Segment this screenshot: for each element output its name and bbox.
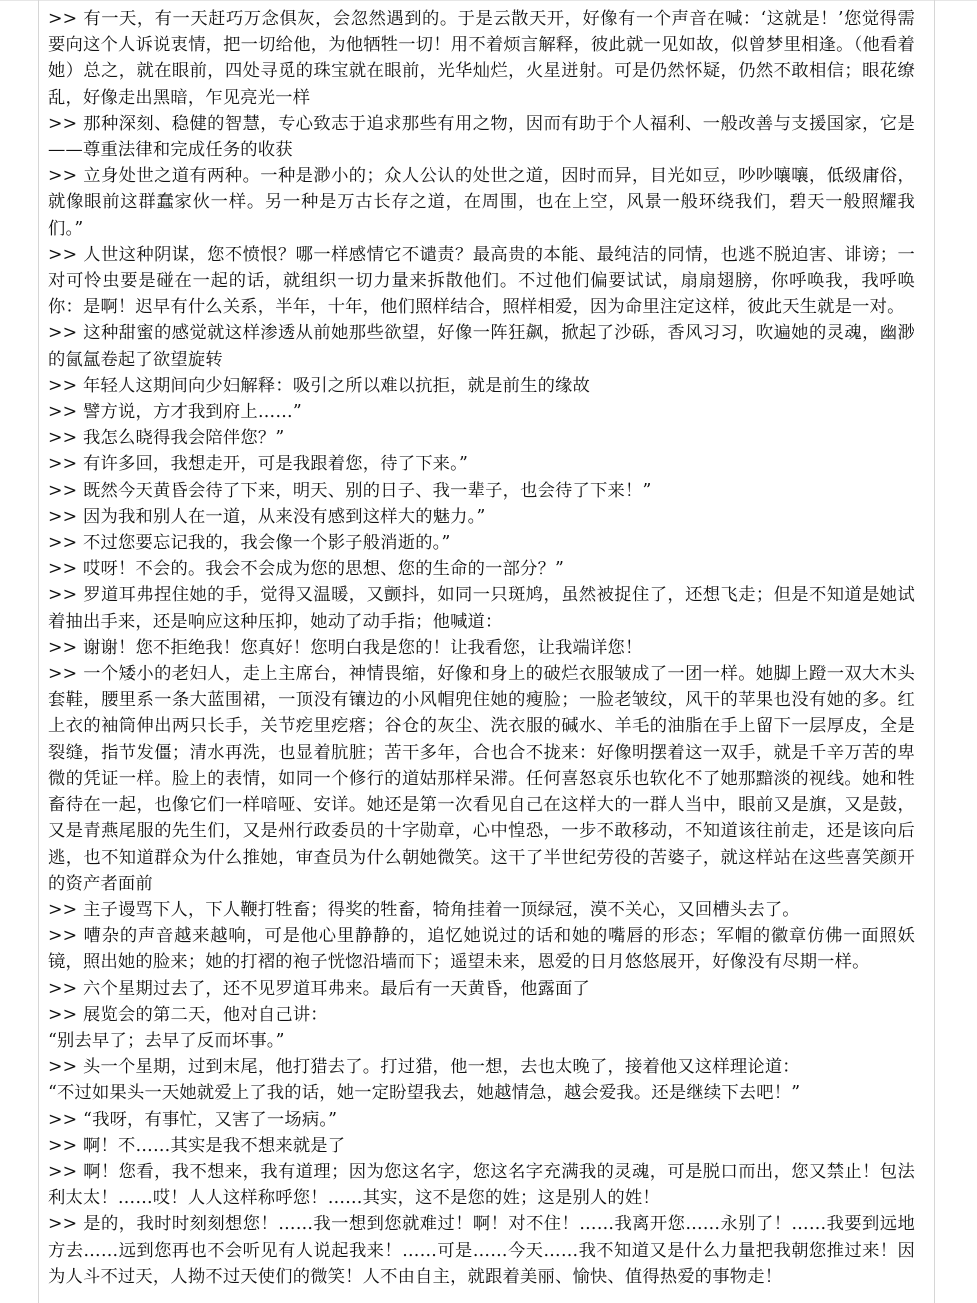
paragraph-7: >> 譬方说，方才我到府上……”	[48, 402, 302, 423]
page-top-edge	[0, 0, 977, 1]
paragraph-13: >> 哎呀！不会的。我会不会成为您的思想、您的生命的一部分？”	[48, 559, 565, 580]
paragraph-2: >> 那种深刻、稳健的智慧，专心致志于追求那些有用之物，因而有助于个人福利、一般改善与支援国家，它是——尊重法律和完成任务的收获	[48, 113, 915, 161]
paragraph-20: >> 展览会的第二天，他对自己讲：	[48, 1004, 328, 1025]
paragraph-6: >> 年轻人这期间向少妇解释：吸引之所以难以抗拒，就是前生的缘故	[48, 375, 591, 396]
paragraph-19: >> 六个星期过去了，还不见罗道耳弗来。最后有一天黄昏，他露面了	[48, 978, 591, 999]
paragraph-23: “不过如果头一天她就爱上了我的话，她一定盼望我去，她越情急，越会爱我。还是继续下去吧！”	[48, 1083, 801, 1104]
paragraph-15: >> 谢谢！您不拒绝我！您真好！您明白我是您的！让我看您，让我端详您！	[48, 637, 643, 658]
paragraph-17: >> 主子谩骂下人，下人鞭打牲畜；得奖的牲畜，犄角挂着一顶绿冠，漠不关心，又回槽头去了。	[48, 899, 800, 920]
paragraph-8: >> 我怎么晓得我会陪伴您？”	[48, 428, 285, 449]
paragraph-25: >> 啊！不……其实是我不想来就是了	[48, 1135, 346, 1156]
page-left-margin-line	[38, 0, 39, 1303]
paragraph-21: “别去早了；去早了反而坏事。”	[48, 1030, 285, 1051]
paragraph-10: >> 既然今天黄昏会待了下来，明天、别的日子、我一辈子，也会待了下来！”	[48, 480, 652, 501]
paragraph-24: >> “我呀，有事忙，又害了一场病。”	[48, 1109, 338, 1130]
paragraph-16: >> 一个矮小的老妇人，走上主席台，神情畏缩，好像和身上的破烂衣服皱成了一团一样。她脚上蹬一双大木头套鞋，腰里系一条大蓝围裙，一顶没有镶边的小风帽兜住她的瘦脸；一脸老皱纹，风干的苹果也没有她的多。红上衣的袖筒伸出两只长手，关节疙里疙瘩；谷仓的灰尘、洗衣服的碱水、羊毛的油脂在手上留下一层厚皮，全是裂缝，指节发僵；清水再洗，也显着肮脏；苦干多年，合也合不拢来：好像明摆着这一双手，就是千辛万苦的卑微的凭证一样。脸上的表情，如同一个修行的道姑那样呆滞。任何喜怒哀乐也软化不了她那黯淡的视线。她和牲畜待在一起，也像它们一样喑哑、安详。她还是第一次看见自己在这样大的一群人当中，眼前又是旗，又是鼓，又是青燕尾服的先生们，又是州行政委员的十字勋章，心中惶恐，一步不敢移动，不知道该往前走，还是该向后逃，也不知道群众为什么推她，审查员为什么朝她微笑。这干了半世纪劳役的苦婆子，就这样站在这些喜笑颜开的资产者面前	[48, 664, 915, 894]
paragraph-27: >> 是的，我时时刻刻想您！……我一想到您就难过！啊！对不住！……我离开您……永别了！……我要到远地方去……远到您再也不会听见有人说起我来！……可是……今天……我不知道又是什么力量把我朝您推过来！因为人斗不过天，人拗不过天使们的微笑！人不由自主，就跟着美丽、愉快、值得热爱的事物走！	[48, 1214, 915, 1287]
paragraph-9: >> 有许多回，我想走开，可是我跟着您，待了下来。”	[48, 454, 469, 475]
paragraph-18: >> 嘈杂的声音越来越响，可是他心里静静的，追忆她说过的话和她的嘴唇的形态；军帽的徽章仿佛一面照妖镜，照出她的脸来；她的打褶的袍子恍惚沿墙而下；遥望未来，恩爱的日月悠悠展开，好像没有尽期一样。	[48, 926, 915, 973]
paragraph-22: >> 头一个星期，过到末尾，他打猎去了。打过猎，他一想，去也太晚了，接着他又这样理论道：	[48, 1057, 800, 1078]
document-body	[48, 6, 915, 1290]
paragraph-12: >> 不过您要忘记我的，我会像一个影子般消逝的。”	[48, 533, 451, 554]
paragraph-5: >> 这种甜蜜的感觉就这样渗透从前她那些欲望，好像一阵狂飙，掀起了沙砾，香风习习，吹遍她的灵魂，幽渺的氤氲卷起了欲望旋转	[48, 323, 915, 370]
paragraph-26: >> 啊！您看，我不想来，我有道理；因为您这名字，您这名字充满我的灵魂，可是脱口而出，您又禁止！包法利太太！……哎！人人这样称呼您！……其实，这不是您的姓；这是别人的姓！	[48, 1161, 915, 1209]
paragraph-11: >> 因为我和别人在一道，从来没有感到这样大的魅力。”	[48, 506, 486, 527]
paragraph-14: >> 罗道耳弗捏住她的手，觉得又温暖，又颤抖，如同一只斑鸠，虽然被捉住了，还想飞走；但是不知道是她试着抽出手来，还是响应这种压抑，她动了动手指；他喊道：	[48, 585, 915, 632]
paragraph-1: >> 有一天，有一天赶巧万念俱灰，会忽然遇到的。于是云散天开，好像有一个声音在喊：‘这就是！’您觉得需要向这个人诉说衷情，把一切给他，为他牺牲一切！用不着烦言解释，彼此就一见如故，似曾梦里相逢。（他看着她）总之，就在眼前，四处寻觅的珠宝就在眼前，光华灿烂，火星迸射。可是仍然怀疑，仍然不敢相信；眼花缭乱，好像走出黑暗，乍见亮光一样	[48, 9, 915, 108]
paragraph-4: >> 人世这种阴谋，您不愤恨？哪一样感情它不谴责？最高贵的本能、最纯洁的同情，也逃不脱迫害、诽谤；一对可怜虫要是碰在一起的话，就组织一切力量来拆散他们。不过他们偏要试试，扇扇翅膀，你呼唤我，我呼唤你：是啊！迟早有什么关系，半年，十年，他们照样结合，照样相爱，因为命里注定这样，彼此天生就是一对。	[48, 244, 915, 318]
paragraph-3: >> 立身处世之道有两种。一种是渺小的；众人公认的处世之道，因时而异，目光如豆，吵吵嚷嚷，低级庸俗，就像眼前这群蠢家伙一样。另一种是万古长存之道，在周围，也在上空，风景一般环绕我们，碧天一般照耀我们。”	[48, 166, 915, 239]
page-right-margin-line	[934, 0, 935, 1303]
